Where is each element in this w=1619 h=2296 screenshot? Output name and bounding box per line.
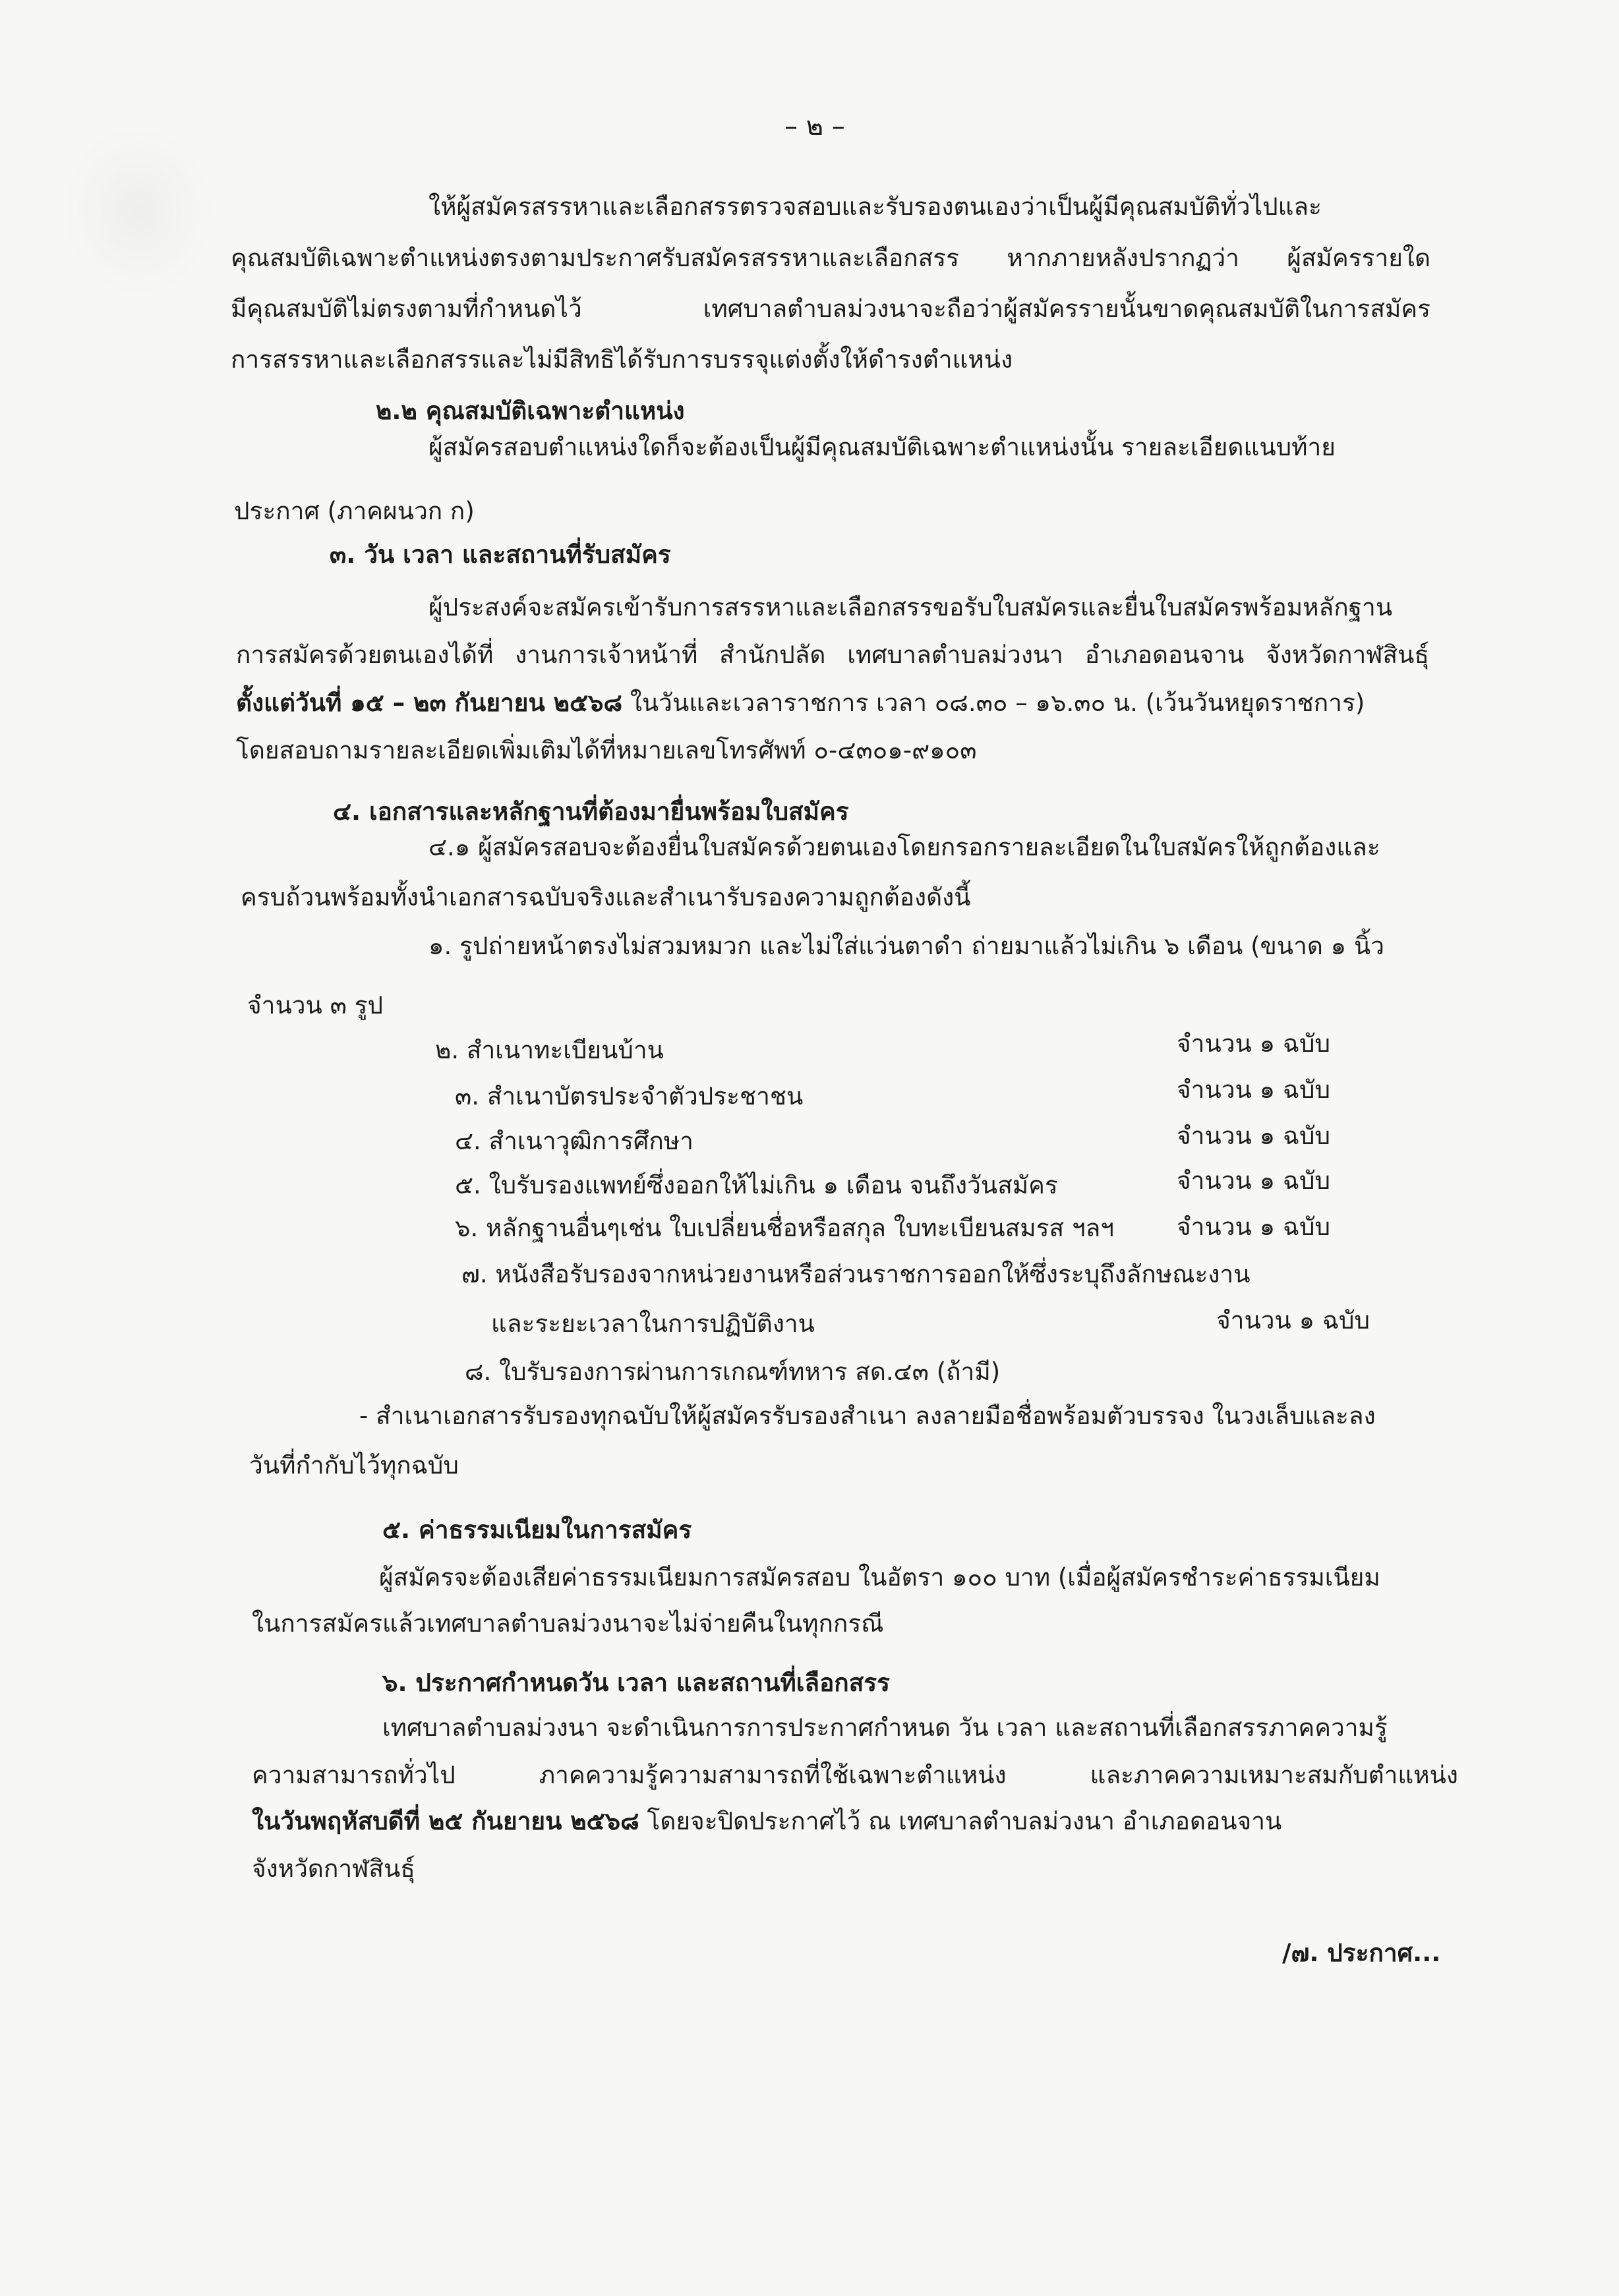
item-7-qty: จำนวน ๑ ฉบับ xyxy=(1216,1306,1370,1335)
selection-location: โดยจะปิดประกาศไว้ ณ เทศบาลตำบลม่วงนา อำเภอดอนจาน xyxy=(639,1807,1282,1835)
item-2-label: ๒. สำเนาทะเบียนบ้าน xyxy=(435,1036,664,1064)
section-4-1-line-2: ครบถ้วนพร้อมทั้งนำเอกสารฉบับจริงและสำเนารับรองความถูกต้องดังนี้ xyxy=(241,883,971,911)
item-4-qty: จำนวน ๑ ฉบับ xyxy=(1177,1122,1331,1150)
item-6-label: ๖. หลักฐานอื่นๆเช่น ใบเปลี่ยนชื่อหรือสกุล ใบทะเบียนสมรส ฯลฯ xyxy=(455,1214,1115,1242)
section-4-heading: ๔. เอกสารและหลักฐานที่ต้องมายื่นพร้อมใบสมัคร xyxy=(333,797,849,826)
office-hours: ในวันและเวลาราชการ เวลา ๐๘.๓๐ – ๑๖.๓๐ น. (เว้นวันหยุดราชการ) xyxy=(622,689,1365,717)
section-6-line-3 xyxy=(252,1806,1281,1837)
item-3-qty: จำนวน ๑ ฉบับ xyxy=(1177,1076,1331,1104)
copy-note-line-2: วันที่กำกับไว้ทุกฉบับ xyxy=(249,1451,459,1479)
item-1-line-2: จำนวน ๓ รูป xyxy=(247,991,383,1019)
item-2-qty: จำนวน ๑ ฉบับ xyxy=(1177,1029,1331,1058)
section-3-heading: ๓. วัน เวลา และสถานที่รับสมัคร xyxy=(330,540,671,569)
section-5-heading: ๕. ค่าธรรมเนียมในการสมัคร xyxy=(382,1516,692,1544)
section-5-line-2: ในการสมัครแล้วเทศบาลตำบลม่วงนาจะไม่จ่ายคืนในทุกกรณี xyxy=(252,1609,884,1638)
page-number: – ๒ – xyxy=(784,111,845,142)
item-7-line-1: ๗. หนังสือรับรองจากหน่วยงานหรือส่วนราชการออกให้ซึ่งระบุถึงลักษณะงาน xyxy=(461,1260,1251,1288)
continuation-marker: /๗. ประกาศ... xyxy=(1282,1939,1441,1967)
section-6-line-2: ความสามารถทั่วไป ภาคความรู้ความสามารถที่ใช้เฉพาะตำแหน่ง และภาคความเหมาะสมกับตำแหน่ง xyxy=(252,1761,1458,1789)
item-3-label: ๓. สำเนาบัตรประจำตัวประชาชน xyxy=(455,1082,804,1110)
section-4-1-line-1: ๔.๑ ผู้สมัครสอบจะต้องยื่นใบสมัครด้วยตนเองโดยกรอกรายละเอียดในใบสมัครให้ถูกต้องและ xyxy=(428,833,1380,861)
item-7-line-2: และระยะเวลาในการปฏิบัติงาน xyxy=(491,1309,815,1338)
section-6-line-4: จังหวัดกาฬสินธุ์ xyxy=(252,1854,415,1883)
intro-line-2: คุณสมบัติเฉพาะตำแหน่งตรงตามประกาศรับสมัครสรรหาและเลือกสรร หากภายหลังปรากฏว่า ผู้สมัครรายใด xyxy=(231,244,1430,272)
section-6-heading: ๖. ประกาศกำหนดวัน เวลา และสถานที่เลือกสรร xyxy=(382,1669,891,1697)
copy-note-line-1: - สำเนาเอกสารรับรองทุกฉบับให้ผู้สมัครรับรองสำเนา ลงลายมือชื่อพร้อมตัวบรรจง ในวงเล็บและลง xyxy=(359,1402,1376,1430)
intro-line-4: การสรรหาและเลือกสรรและไม่มีสิทธิได้รับการบรรจุแต่งตั้งให้ดำรงตำแหน่ง xyxy=(231,345,1013,374)
paper-smudge xyxy=(63,125,214,297)
section-6-line-1: เทศบาลตำบลม่วงนา จะดำเนินการการประกาศกำหนด วัน เวลา และสถานที่เลือกสรรภาคความรู้ xyxy=(382,1713,1388,1742)
item-8: ๘. ใบรับรองการผ่านการเกณฑ์ทหาร สด.๔๓ (ถ้ามี) xyxy=(465,1358,1001,1386)
intro-line-3: มีคุณสมบัติไม่ตรงตามที่กำหนดไว้ เทศบาลตำบลม่วงนาจะถือว่าผู้สมัครรายนั้นขาดคุณสมบัติในการสมัคร xyxy=(231,295,1430,323)
section-3-line-2: การสมัครด้วยตนเองได้ที่ งานการเจ้าหน้าที่ สำนักปลัด เทศบาลตำบลม่วงนา อำเภอดอนจาน จังหวัดกาฬสินธุ์ xyxy=(236,641,1429,669)
section-2-2-line-1: ผู้สมัครสอบตำแหน่งใดก็จะต้องเป็นผู้มีคุณสมบัติเฉพาะตำแหน่งนั้น รายละเอียดแนบท้าย xyxy=(428,433,1336,461)
item-1-line-1: ๑. รูปถ่ายหน้าตรงไม่สวมหมวก และไม่ใส่แว่นตาดำ ถ่ายมาแล้วไม่เกิน ๖ เดือน (ขนาด ๑ นิ้ว xyxy=(428,932,1384,960)
selection-date: ในวันพฤหัสบดีที่ ๒๕ กันยายน ๒๕๖๘ xyxy=(252,1807,639,1835)
item-4-label: ๔. สำเนาวุฒิการศึกษา xyxy=(455,1127,693,1155)
section-2-2-line-2: ประกาศ (ภาคผนวก ก) xyxy=(234,497,475,525)
section-3-line-1: ผู้ประสงค์จะสมัครเข้ารับการสรรหาและเลือกสรรขอรับใบสมัครและยื่นใบสมัครพร้อมหลักฐาน xyxy=(428,593,1393,621)
section-3-line-4: โดยสอบถามรายละเอียดเพิ่มเติมได้ที่หมายเลขโทรศัพท์ ๐-๔๓๐๑-๙๑๐๓ xyxy=(236,736,977,764)
section-2-2-heading: ๒.๒ คุณสมบัติเฉพาะตำแหน่ง xyxy=(376,397,685,425)
section-5-line-1: ผู้สมัครจะต้องเสียค่าธรรมเนียมการสมัครสอบ ในอัตรา ๑๐๐ บาท (เมื่อผู้สมัครชำระค่าธรรมเนียม xyxy=(379,1563,1380,1592)
item-6-qty: จำนวน ๑ ฉบับ xyxy=(1177,1213,1331,1241)
section-3-line-3 xyxy=(236,687,1365,719)
intro-line-1: ให้ผู้สมัครสรรหาและเลือกสรรตรวจสอบและรับรองตนเองว่าเป็นผู้มีคุณสมบัติทั่วไปและ xyxy=(428,192,1322,221)
item-5-label: ๕. ใบรับรองแพทย์ซึ่งออกให้ไม่เกิน ๑ เดือน จนถึงวันสมัคร xyxy=(455,1171,1058,1199)
item-5-qty: จำนวน ๑ ฉบับ xyxy=(1177,1166,1331,1195)
application-period: ตั้งแต่วันที่ ๑๕ – ๒๓ กันยายน ๒๕๖๘ xyxy=(236,689,623,717)
